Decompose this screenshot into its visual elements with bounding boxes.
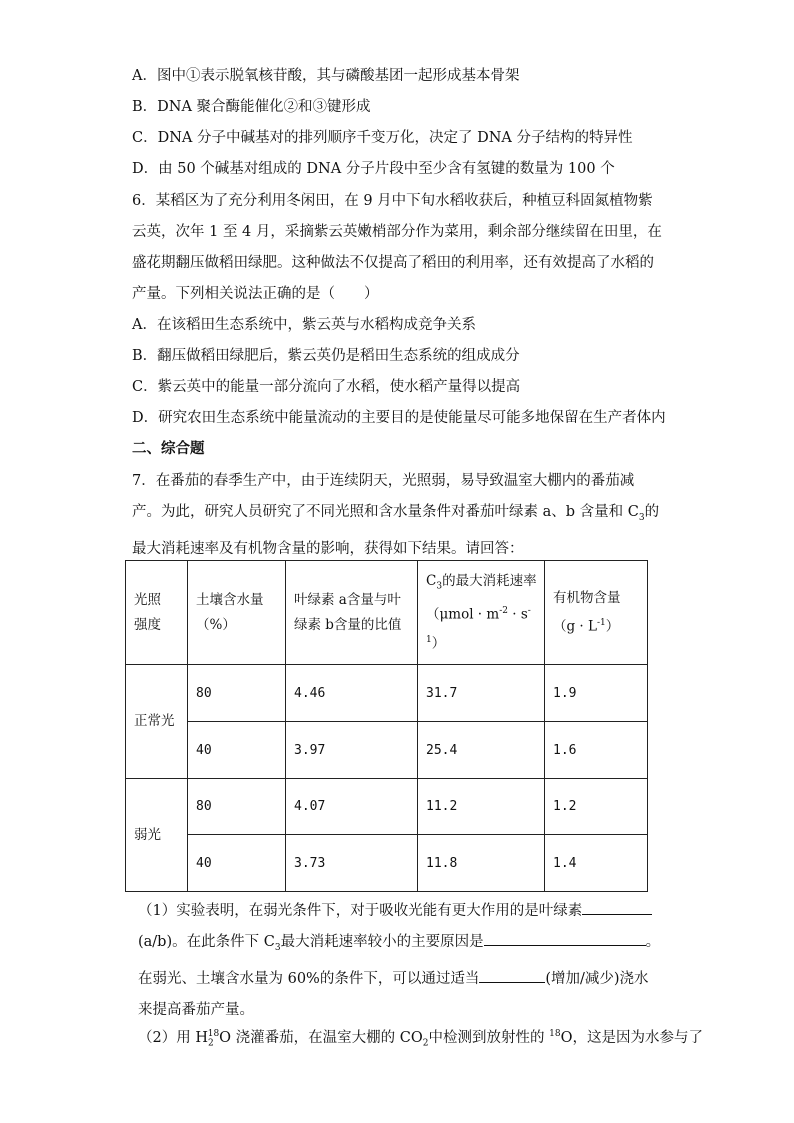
light-normal: 正常光 [126, 665, 188, 779]
table-cell: 11.2 [418, 779, 545, 835]
q7-2-sup-a: 18 [207, 1029, 220, 1039]
header-water: 土壤含水量（%） [188, 561, 286, 665]
table-cell: 80 [188, 665, 286, 722]
q6-option-c: C．紫云英中的能量一部分流向了水稻，使水稻产量得以提高 [132, 379, 521, 395]
q6-option-d: D．研究农田生态系统中能量流动的主要目的是使能量尽可能多地保留在生产者体内 [132, 410, 666, 426]
section-heading: 二、综合题 [132, 441, 205, 457]
header-c3: $C_3$的最大消耗速率$(\mu mol \cdot m^{-2} \cdot s^{-1})$ [418, 561, 545, 665]
table-cell: 1.4 [545, 835, 648, 892]
q6-option-b: B．翻压做稻田绿肥后，紫云英仍是稻田生态系统的组成成分 [132, 348, 520, 364]
header-ratio: 叶绿素 a含量与叶绿素 b含量的比值 [286, 561, 418, 665]
table-cell: 3.97 [286, 722, 418, 779]
q6-stem: 6．某稻区为了充分利用冬闲田，在 9 月中下旬水稻收获后，种植豆科固氮植物紫云英，次年 1 至 4 月，采摘紫云英嫩梢部分作为菜用，剩余部分继续留在田里，在盛花期翻压做稻田绿肥。这种做法不仅提高了稻田的利用率，还有效提高了水稻的产量。下列相关说法正确的是（ ） [132, 193, 662, 302]
table-cell: 3.73 [286, 835, 418, 892]
q7-stem-part2: 的最大消耗速率及有机物含量的影响，获得如下结果。请回答： [132, 504, 660, 557]
table-row [126, 665, 648, 722]
q7-1-text-b: (a/b)。在此条件下 C [138, 934, 275, 950]
table-cell: 1.9 [545, 665, 648, 722]
answer-blank-1[interactable] [582, 898, 652, 915]
q5-option-c: C．DNA 分子中碱基对的排列顺序千变万化，决定了 DNA 分子结构的特异性 [132, 130, 633, 146]
q7-2-text-a: （2）用 H [138, 1029, 208, 1046]
table-cell: 1.6 [545, 722, 648, 779]
table-header-row [126, 561, 648, 665]
table-cell: 40 [188, 722, 286, 779]
answer-blank-2[interactable] [484, 929, 646, 946]
q7-1-text-c: 最大消耗速率较小的主要原因是 [280, 934, 484, 950]
q7-stem-part1: 7．在番茄的春季生产中，由于连续阴天，光照弱，易导致温室大棚内的番茄减产。为此，研究人员研究了不同光照和含水量条件对番茄叶绿素 a、b 含量和 C [132, 473, 639, 520]
q7-1-sub: 3 [274, 942, 281, 953]
table-cell: 40 [188, 835, 286, 892]
q6-option-a: A．在该稻田生态系统中，紫云英与水稻构成竞争关系 [132, 317, 476, 333]
q7-2-text-d: O，这是因为水参与了 [560, 1029, 703, 1046]
table-cell: 1.2 [545, 779, 648, 835]
q5-option-a: A．图中①表示脱氧核苷酸，其与磷酸基团一起形成基本骨架 [132, 68, 520, 84]
table-row [126, 835, 648, 892]
q7-stem-sub: 3 [638, 512, 645, 523]
q7-2-text-c: 中检测到放射性的 [428, 1029, 550, 1046]
table-cell: 80 [188, 779, 286, 835]
answer-blank-3[interactable] [479, 966, 545, 983]
q7-2-sub-b: 2 [422, 1038, 429, 1049]
table-cell: 11.8 [418, 835, 545, 892]
table-cell: 4.46 [286, 665, 418, 722]
q7-1-text-a: （1）实验表明，在弱光条件下，对于吸收光能有更大作用的是叶绿素 [138, 903, 583, 919]
table-row [126, 722, 648, 779]
q5-option-d: D．由 50 个碱基对组成的 DNA 分子片段中至少含有氢键的数量为 100 个 [132, 161, 615, 177]
q7-2-sup-c: 18 [549, 1029, 561, 1039]
q7-part2 [138, 1024, 703, 1054]
q7-1-text-e: (增加/减少)浇水来提高番茄产量。 [138, 970, 649, 1018]
q7-1-text-d: 。在弱光、土壤含水量为 60%的条件下，可以通过适当 [138, 934, 661, 987]
q7-stem [132, 466, 662, 565]
q5-option-b: B．DNA 聚合酶能催化②和③键形成 [132, 99, 371, 115]
header-light: 光照强度 [126, 561, 188, 665]
header-organic: 有机物含量$(g \cdot L^{-1})$ [545, 561, 648, 665]
table-cell: 4.07 [286, 779, 418, 835]
light-weak: 弱光 [126, 779, 188, 892]
table-row [126, 779, 648, 835]
q7-2-text-b: O 浇灌番茄，在温室大棚的 CO [219, 1029, 423, 1046]
q7-part1 [138, 896, 662, 1026]
results-table [125, 560, 648, 892]
table-cell: 31.7 [418, 665, 545, 722]
q7-2-sub-a: 2 [207, 1038, 214, 1049]
table-cell: 25.4 [418, 722, 545, 779]
